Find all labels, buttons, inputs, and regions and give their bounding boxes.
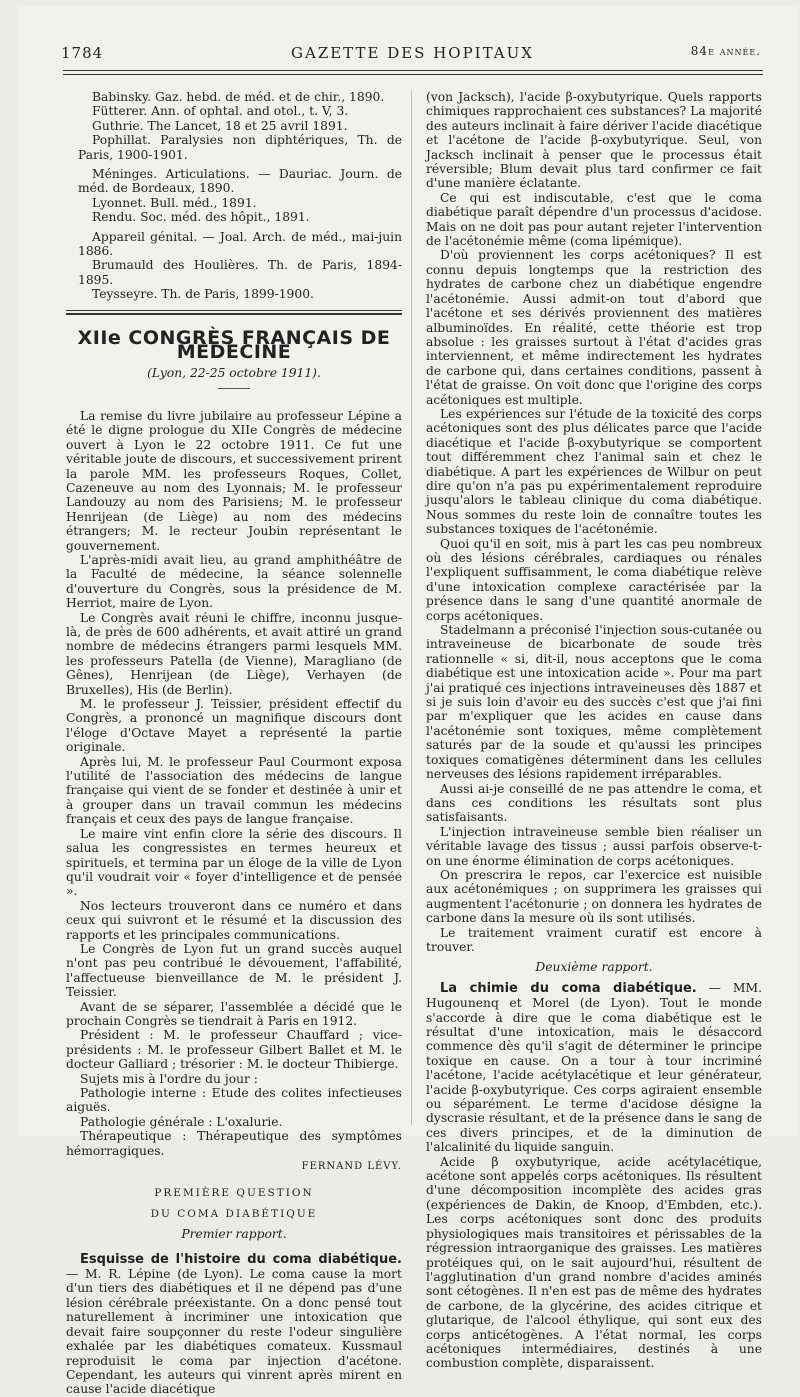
paragraph: Aussi ai-je conseillé de ne pas attendre le coma, et dans ces conditions les résultats sont plus satisfaisants. <box>426 781 762 825</box>
agenda-item: Pathologie interne : Etude des colites infectieuses aiguës. <box>66 1086 402 1115</box>
paragraph: Le Congrès avait réuni le chiffre, inconnu jusque-là, de près de 600 adhérents, et avait attiré un grand nombre de médecins étrangers parmi lesquels MM. les professeurs Patella (de Vienne), Maragliano (de Gênes), Henrijean (de Liège), Verhayen (de Bruxelles), His (de Berlin). <box>66 610 402 697</box>
paragraph: Acide β oxybutyrique, acide acétylacétique, acétone sont appelés corps acétoniques. Ils résultent d'une décomposition incomplète des acides gras (expériences de Dakin, de Knoop, d'Embden, etc.). Les corps acétoniques sont donc des produits physiologiques mais transitoires et périssables de la régression intraorganique des graisses. Les matières protéiques qui, on le sait aujourd'hui, résultent de l'agglutination d'un grand nombre d'acides aminés sont cétogènes. Il n'en est pas de même des hydrates de carbone, de la glycérine, des acides citrique et glutarique, de l'alcool éthylique, qui sont eux des corps anticétogènes. A l'état normal, les corps acétoniques intermédiaires, destinés à une combustion complète, disparaissent. <box>426 1154 762 1371</box>
paragraph: Ce qui est indiscutable, c'est que le coma diabétique paraît dépendre d'un processus d'acidose. Mais on ne doit pas pour autant rejeter l'intervention de l'acétonémie même (coma lipémique). <box>426 190 762 249</box>
paragraph: Le traitement vraiment curatif est encore à trouver. <box>426 925 762 954</box>
paragraph: Avant de se séparer, l'assemblée a décidé que le prochain Congrès se tiendrait à Paris en 1912. <box>66 999 402 1028</box>
agenda-intro: Sujets mis à l'ordre du jour : <box>80 1071 258 1086</box>
agenda-item: Thérapeutique : Thérapeutique des symptômes hémorragiques. <box>66 1129 402 1158</box>
page-header <box>61 44 761 68</box>
reference: Rendu. Soc. méd. des hôpit., 1891. <box>92 210 310 225</box>
reference: Guthrie. The Lancet, 18 et 25 avril 1891. <box>92 118 348 133</box>
section-divider <box>66 313 402 315</box>
paragraph: D'où proviennent les corps acétoniques? Il est connu depuis longtemps que la restriction des hydrates de carbone chez un diabétique engendre l'acétonémie. Aussi admit-on tout d'abord que l'acétone et ses dérivés proviennent des matières albuminoïdes. En réalité, cette théorie est trop absolue : les graisses surtout à l'état d'acides gras interviennent, et même indirectement les hydrates de carbone qui, dans certaines conditions, passent à l'état de graisse. On voit donc que l'origine des corps acétoniques est multiple. <box>426 248 762 407</box>
paragraph: L'après-midi avait lieu, au grand amphithéâtre de la Faculté de médecine, la séance solennelle d'ouverture du Congrès, sous la présidence de M. Herriot, maire de Lyon. <box>66 552 402 611</box>
question-heading: PREMIÈRE QUESTION <box>154 1187 314 1200</box>
reference: Pophillat. Paralysies non diphtériques, Th. de Paris, 1900-1901. <box>78 133 402 162</box>
reference: Brumauld des Houlières. Th. de Paris, 1894-1895. <box>78 258 402 287</box>
chimie-paragraph <box>426 981 762 1155</box>
question-subheading: DU COMA DIABÉTIQUE <box>150 1207 318 1220</box>
signature: FERNAND LÉVY. <box>301 1161 402 1173</box>
reference: Appareil génital. — Joal. Arch. de méd., mai-juin 1886. <box>78 229 402 259</box>
paragraph: On prescrira le repos, car l'exercice est nuisible aux acétonémiques ; on supprimera les graisses qui augmentent l'acétonurie ; on donnera les hydrates de carbone dans la mesure où ils sont utilisés. <box>426 867 762 926</box>
paragraph: (von Jacksch), l'acide β-oxybutyrique. Quels rapports chimiques rapprochaient ces substances? La majorité des auteurs inclinait à faire dériver l'acide diacétique et l'acétone de l'acide β-oxybutyrique. Seul, von Jacksch inclinait à penser que le processus était réversible; Blum devait plus tard confirmer ce fait d'une manière éclatante. <box>426 90 762 191</box>
esquisse-paragraph <box>66 1252 402 1397</box>
header-rule <box>63 70 763 71</box>
paragraph: Le maire vint enfin clore la série des discours. Il salua les congressistes en termes heureux et spirituels, et termina par un éloge de la ville de Lyon qu'il voudrait voir « foyer d'intelligence et de pensée ». <box>66 826 402 899</box>
paragraph: Président : M. le professeur Chauffard ; vice-présidents : M. le professeur Gilbert Ballet et M. le docteur Galliard ; trésorier : M. le docteur Thibierge. <box>66 1028 402 1072</box>
chimie-text: — MM. Hugounenq et Morel (de Lyon). Tout le monde s'accorde à dire que le coma diabétique est le résultat d'une intoxication, mais le désaccord commence dès qu'il s'agit de déterminer le principe toxique en cause. On a tour à tour incriminé l'acétone, l'acide acétylacétique et leur générateur, l'acide β-oxybutyrique. Ces corps agiraient ensemble ou séparément. Le terme d'acidose désigne la dyscrasie résultant, et de la présence dans le sang de ces divers principes, et de la diminution de l'alcalinité du liquide sanguin. <box>426 980 762 1155</box>
paragraph: Stadelmann a préconisé l'injection sous-cutanée ou intraveineuse de bicarbonate de soude très rationnelle « si, dit-il, nous acceptons que le coma diabétique est une intoxication acide ». Pour ma part j'ai pratiqué ces injections intraveineuses dès 1887 et si je suis loin d'avoir eu des succès c'est que j'ai fini par m'expliquer que les acides en cause dans l'acétonémie sont toxiques, même complètement saturés par de la soude et qu'aussi les principes toxiques comatigènes déterminent dans les cellules nerveuses des lésions rapidement irréparables. <box>426 623 762 782</box>
paragraph: Quoi qu'il en soit, mis à part les cas peu nombreux où des lésions cérébrales, cardiaques ou rénales l'expliquent suffisamment, le coma diabétique relève d'une intoxication complexe caractérisée par la présence dans le sang d'une quantité anormale de corps acétoniques. <box>426 536 762 623</box>
column-divider <box>411 90 412 1125</box>
agenda-item: Pathologie générale : L'oxalurie. <box>80 1114 283 1129</box>
paragraph: La remise du livre jubilaire au professeur Lépine a été le digne prologue du XIIe Congrès de médecine ouvert à Lyon le 22 octobre 1911. Ce fut une véritable joute de discours, et successivement prirent la parole MM. les professeurs Roques, Collet, Cazeneuve au nom des Lyonnais; M. le professeur Landouzy au nom des Parisiens; M. le professeur Henrijean (de Liège) au nom des médecins étrangers; M. le recteur Joubin représentant le gouvernement. <box>66 408 402 553</box>
paragraph: Nos lecteurs trouveront dans ce numéro et dans ceux qui suivront et le résumé et la discussion des rapports et les principales communications. <box>66 898 402 942</box>
reference: Babinsky. Gaz. hebd. de méd. et de chir., 1890. <box>92 90 385 104</box>
paragraph: Le Congrès de Lyon fut un grand succès auquel n'ont pas peu contribué le dévouement, l'affabilité, l'affectueuse bienveillance de M. le président J. Teissier. <box>66 941 402 1000</box>
newspaper-page <box>18 6 798 1397</box>
paragraph: Les expériences sur l'étude de la toxicité des corps acétoniques sont des plus délicates parce que l'acide diacétique et l'acide β-oxybutyrique se comportent tout différemment chez l'animal sain et chez le diabétique. A part les expériences de Wilbur on peut dire qu'on n'a pas pu expérimentalement reproduire jusqu'alors le tableau clinique du coma diabétique. Nous sommes du reste loin de connaître toutes les substances toxiques de l'acétonémie. <box>426 406 762 537</box>
journal-year: 84e année. <box>690 44 761 58</box>
paragraph: Après lui, M. le professeur Paul Courmont exposa l'utilité de l'association des médecins de langue française qui vient de se fonder et destinée à unir et à grouper dans un travail commun les médecins français et ceux des pays de langue française. <box>66 754 402 827</box>
reference: Teysseyre. Th. de Paris, 1899-1900. <box>92 287 314 302</box>
right-column <box>426 90 762 1371</box>
paragraph: M. le professeur J. Teissier, président effectif du Congrès, a prononcé un magnifique discours dont l'éloge d'Octave Mayet a représenté la partie originale. <box>66 697 402 755</box>
rapport-heading: Premier rapport. <box>181 1227 287 1242</box>
congres-subtitle: (Lyon, 22-25 octobre 1911). <box>147 365 321 380</box>
reference: Méninges. Articulations. — Dauriac. Journ. de méd. de Bordeaux, 1890. <box>78 167 402 196</box>
rapport-heading: Deuxième rapport. <box>535 960 653 975</box>
journal-title: GAZETTE DES HOPITAUX <box>291 44 534 62</box>
reference: Fütterer. Ann. of ophtal. and otol., t. V, 3. <box>92 104 349 119</box>
paragraph: L'injection intraveineuse semble bien réaliser un véritable lavage des tissus ; aussi parfois observe-t-on une énorme élimination de corps acétoniques. <box>426 824 762 868</box>
chimie-title: La chimie du coma diabétique. <box>440 980 697 996</box>
esquisse-text: — M. R. Lépine (de Lyon). Le coma cause la mort d'un tiers des diabétiques et il ne dépend pas d'une lésion cérébrale préexistante. On a donc pensé tout naturellement à incriminer une intoxication que devait faire soupçonner du reste l'odeur singulière exhalée par les diabétiques comateux. Kussmaul reproduisit le coma par injection d'acétone. Cependant, les auteurs qui vinrent après mirent en cause l'acide diacétique <box>66 1267 402 1397</box>
reference: Lyonnet. Bull. méd., 1891. <box>92 195 257 210</box>
page-number: 1784 <box>61 44 104 62</box>
section-divider <box>66 310 402 311</box>
left-column <box>66 90 402 1397</box>
short-divider <box>218 388 250 389</box>
esquisse-title: Esquisse de l'histoire du coma diabétique. <box>80 1251 402 1267</box>
header-rule-2 <box>63 74 763 75</box>
congres-title: XIIe CONGRÈS FRANÇAIS DE MÉDECINE <box>77 326 391 364</box>
